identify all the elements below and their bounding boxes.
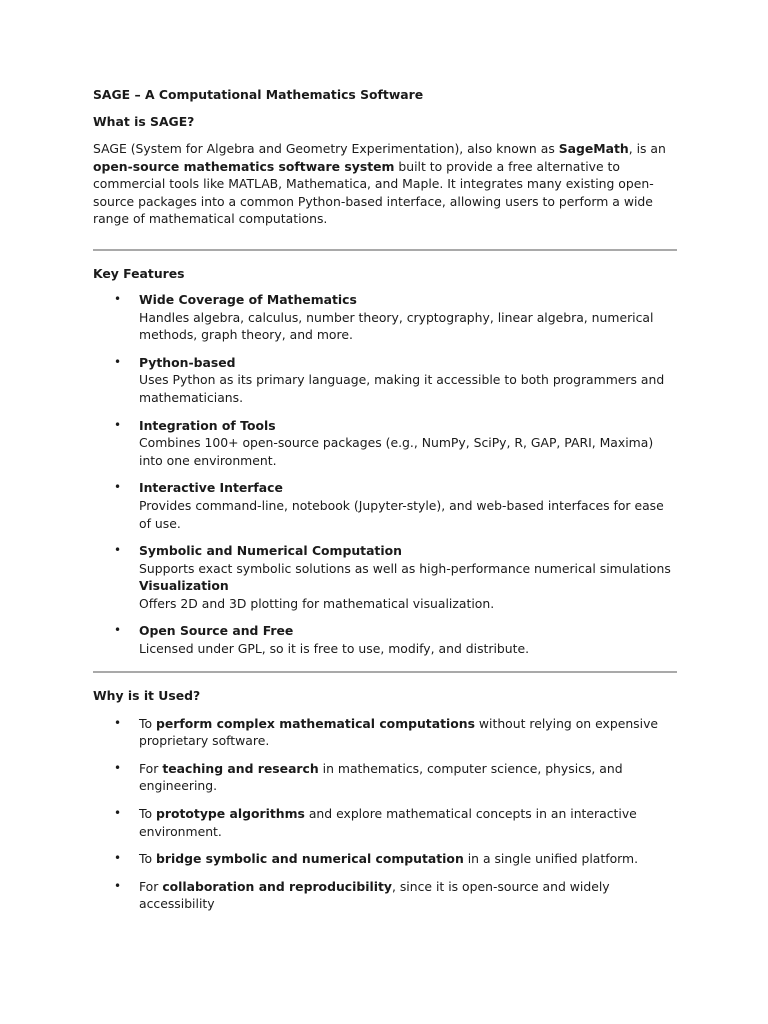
why-pre: To (139, 806, 156, 822)
why-bold: bridge symbolic and numerical computation (155, 851, 464, 867)
feature-title: Wide Coverage of Mathematics (139, 291, 357, 307)
why-pre: To (139, 715, 156, 731)
why-pre: To (139, 851, 156, 867)
what-bold-sagemath: SageMath (558, 141, 629, 156)
feature-title: Interactive Interface (139, 480, 283, 496)
what-paragraph (93, 140, 677, 228)
bullet-icon: • (114, 760, 122, 775)
why-bold: collaboration and reproducibility (162, 878, 392, 894)
bullet-icon: • (114, 623, 122, 638)
features-list (93, 291, 677, 658)
list-item (93, 479, 677, 532)
bullet-icon: • (114, 480, 122, 495)
what-text-1: SAGE (System for Algebra and Geometry Experimentation), also known as (93, 141, 559, 156)
feature-desc: Combines 100+ open-source packages (e.g., NumPy, SciPy, R, GAP, PARI, Maxima) into one environment. (139, 435, 654, 468)
feature-desc: Licensed under GPL, so it is free to use, modify, and distribute. (139, 641, 530, 657)
why-post: without relying on expensive proprietary software. (139, 715, 659, 749)
bullet-icon: • (114, 806, 122, 821)
what-heading: What is SAGE? (93, 114, 195, 129)
bullet-icon: • (114, 354, 122, 369)
bullet-icon: • (114, 851, 122, 866)
why-post: , since it is open-source and widely accessibility (139, 878, 610, 912)
bullet-icon: • (114, 291, 122, 306)
feature-desc: Offers 2D and 3D plotting for mathematical visualization. (139, 595, 495, 611)
why-bold: teaching and research (162, 760, 319, 776)
feature-desc: Uses Python as its primary language, making it accessible to both programmers and mathematicians. (139, 372, 665, 405)
feature-title: Integration of Tools (139, 417, 276, 433)
feature-title: Open Source and Free (139, 623, 294, 639)
feature-desc: Supports exact symbolic solutions as well as high-performance numerical simulations (139, 560, 671, 576)
bullet-icon: • (114, 878, 122, 893)
document-page (93, 86, 677, 923)
list-item (93, 878, 677, 913)
list-item (93, 622, 677, 657)
features-heading: Key Features (93, 265, 185, 281)
why-post: in a single unified platform. (463, 851, 639, 867)
document-title: SAGE – A Computational Mathematics Software (93, 87, 424, 102)
list-item (93, 417, 677, 470)
bullet-icon: • (114, 543, 122, 558)
section-divider-2 (93, 671, 677, 673)
feature-title: Symbolic and Numerical Computation (139, 543, 402, 559)
what-text-1-tail: , is an (628, 141, 666, 156)
why-post: in mathematics, computer science, physics, and engineering. (139, 760, 623, 794)
section-divider-1 (93, 249, 677, 251)
why-post: and explore mathematical concepts in an interactive environment. (139, 806, 637, 839)
why-list (93, 715, 677, 913)
list-item (93, 805, 677, 840)
feature-desc: Provides command-line, notebook (Jupyter-style), and web-based interfaces for ease of use. (139, 497, 664, 531)
feature-title: Visualization (139, 578, 229, 594)
list-item (93, 542, 677, 612)
list-item (93, 760, 677, 795)
list-item (93, 291, 677, 344)
list-item (93, 850, 677, 868)
what-bold-open-source: open-source mathematics software system (93, 158, 395, 174)
feature-desc: Handles algebra, calculus, number theory, cryptography, linear algebra, numerical methods, graph theory, and more. (139, 309, 654, 343)
why-bold: perform complex mathematical computations (155, 715, 475, 731)
why-pre: For (139, 878, 163, 894)
list-item (93, 354, 677, 407)
feature-title: Python-based (139, 354, 236, 370)
why-bold: prototype algorithms (155, 806, 305, 822)
bullet-icon: • (114, 715, 122, 730)
why-pre: For (139, 760, 163, 776)
why-heading: Why is it Used? (93, 687, 201, 703)
bullet-icon: • (114, 417, 122, 432)
list-item (93, 715, 677, 750)
what-text-2: built to provide a free alternative to commercial tools like MATLAB, Mathematica, and Maple. It integrates many existing open-source packages into a common Python-based interface, allowing users to perform a wide range of mathematical computations. (93, 158, 654, 227)
